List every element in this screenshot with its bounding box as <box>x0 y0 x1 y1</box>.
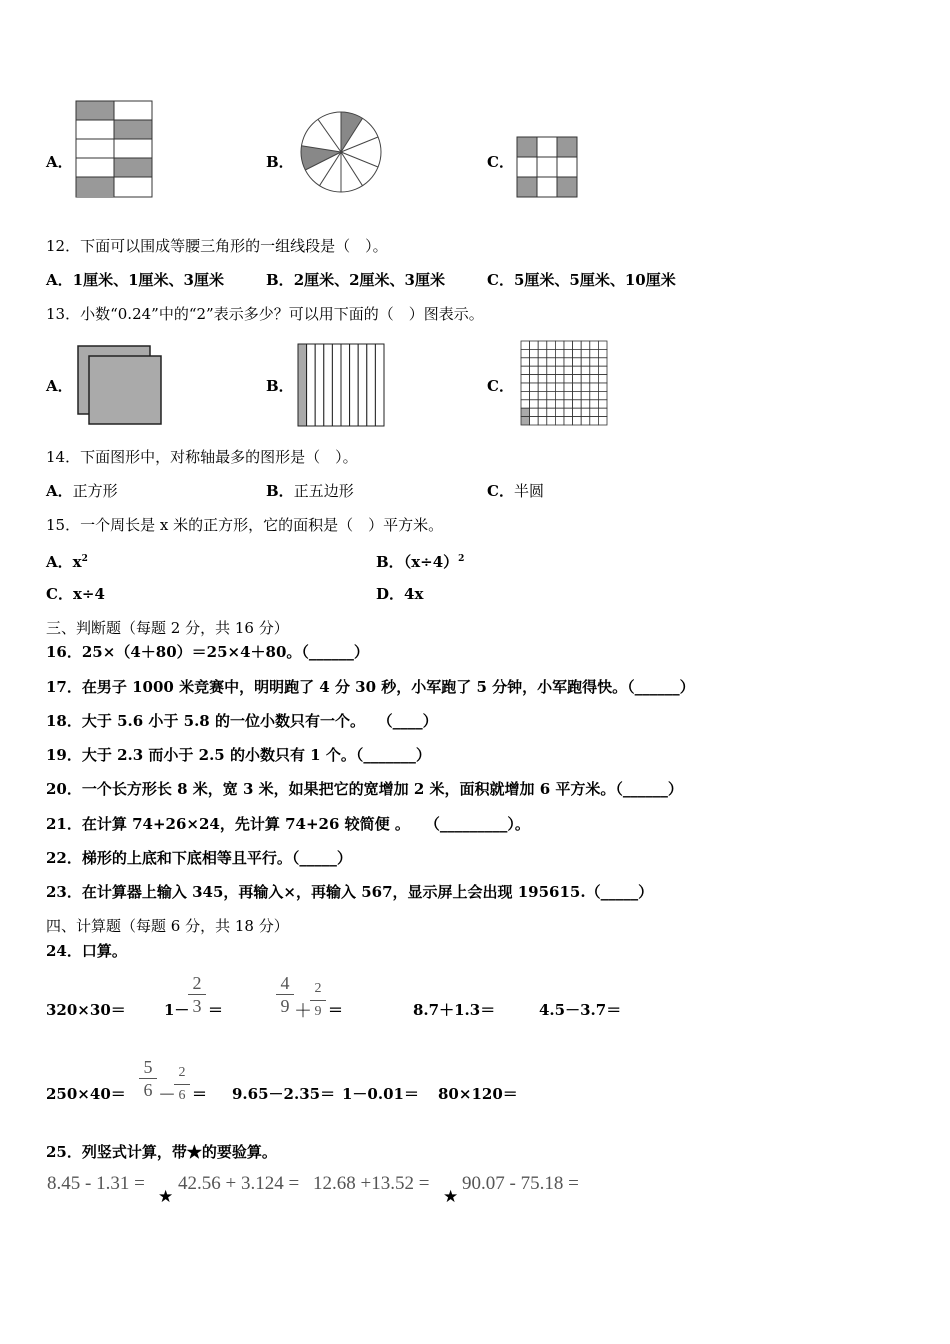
q24-r2-b-numerator1: 5 <box>143 1057 153 1077</box>
q24-r1-d: 8.7＋1.3＝ <box>413 1001 496 1019</box>
q12-option-a-label: A． <box>46 271 73 289</box>
q14-question: 14．下面图形中，对称轴最多的图形是（ ）。 <box>46 448 358 466</box>
q14-option-a-label: A． <box>46 482 73 500</box>
q15-option-c-text: x÷4 <box>72 585 105 603</box>
q24-r2-c: 9.65－2.35＝ <box>232 1085 336 1103</box>
q24-r2-b-suffix: ＝ <box>192 1085 208 1103</box>
q25-question: 25．列竖式计算，带★的要验算。 <box>46 1143 277 1161</box>
q23-statement: 23．在计算器上输入 345，再输入×，再输入 567，显示屏上会出现 195615.（_____） <box>46 883 654 901</box>
q25-item-4-star-icon: ★ <box>443 1187 459 1207</box>
q15-option-d-text: 4x <box>404 585 424 603</box>
q11-figure-c-grid <box>515 136 581 200</box>
q14-option-b[interactable] <box>266 481 354 501</box>
q14-option-c-text: 半圆 <box>513 482 544 500</box>
section4-heading: 四、计算题（每题 6 分，共 18 分） <box>46 917 289 935</box>
q13-option-b-label: B． <box>266 377 294 395</box>
q24-r1-c-operator: ＋ <box>294 1001 312 1022</box>
q24-r1-c-denominator1: 9 <box>280 996 290 1016</box>
q17-statement: 17．在男子 1000 米竞赛中，明明跑了 4 分 30 秒，小军跑了 5 分钟，小军跑得快。（______） <box>46 678 695 696</box>
q24-r2-e: 80×120＝ <box>438 1085 518 1103</box>
q25-item-2-star-icon: ★ <box>158 1187 174 1207</box>
q11-option-a-label: A． <box>46 153 73 171</box>
q12-option-c[interactable] <box>487 270 676 290</box>
q25-item-3: 12.68 +13.52 = <box>313 1173 430 1194</box>
q24-r2-b-fraction2 <box>174 1064 190 1105</box>
q24-r2-b-operator: － <box>158 1085 176 1106</box>
q11-option-c-label: C． <box>487 153 514 171</box>
q24-r1-b-suffix: ＝ <box>208 1001 224 1019</box>
q18-statement: 18．大于 5.6 小于 5.8 的一位小数只有一个。 （____） <box>46 712 438 730</box>
q11-figure-a-grid <box>74 100 156 200</box>
q12-option-b[interactable] <box>266 270 445 290</box>
q15-option-a-label: A． <box>46 553 73 571</box>
q14-option-a[interactable] <box>46 481 118 501</box>
q12-option-b-text: 2厘米、2厘米、3厘米 <box>293 271 445 289</box>
q20-statement: 20．一个长方形长 8 米，宽 3 米，如果把它的宽增加 2 米，面积就增加 6 平方米。（______） <box>46 780 683 798</box>
q15-option-b[interactable] <box>376 549 464 572</box>
q12-option-a[interactable] <box>46 270 224 290</box>
q24-r1-c-numerator1: 4 <box>280 973 290 993</box>
q24-r1-c-fraction1 <box>276 974 294 1015</box>
q24-r2-b-fraction1 <box>139 1058 157 1099</box>
q12-option-b-label: B． <box>266 271 294 289</box>
q13-figure-a-squares <box>76 344 164 428</box>
q15-option-c[interactable] <box>46 584 105 604</box>
q14-option-c-label: C． <box>487 482 514 500</box>
q13-option-a-label: A． <box>46 377 73 395</box>
q14-option-a-text: 正方形 <box>72 482 118 500</box>
q24-r1-b-numerator: 2 <box>192 973 202 993</box>
q14-option-b-label: B． <box>266 482 294 500</box>
q24-r1-b-denominator: 3 <box>192 996 202 1016</box>
q12-question: 12．下面可以围成等腰三角形的一组线段是（ ）。 <box>46 237 388 255</box>
q24-r2-d: 1－0.01＝ <box>342 1085 419 1103</box>
q24-r1-c-fraction2 <box>310 980 326 1021</box>
q15-option-d[interactable] <box>376 584 423 604</box>
q24-r1-e: 4.5－3.7＝ <box>539 1001 622 1019</box>
q13-question: 13．小数“0.24”中的“2”表示多少？可以用下面的（ ）图表示。 <box>46 305 484 323</box>
q24-r2-a: 250×40＝ <box>46 1085 126 1103</box>
q22-statement: 22．梯形的上底和下底相等且平行。（_____） <box>46 849 352 867</box>
q15-option-a-text: x <box>72 553 82 571</box>
q24-r1-b-fraction <box>188 974 206 1015</box>
q24-r2-b-numerator2: 2 <box>178 1065 186 1080</box>
q15-option-a[interactable] <box>46 549 88 572</box>
q15-option-a-sup: 2 <box>81 554 88 564</box>
q15-option-b-label: B． <box>376 553 404 571</box>
q21-statement: 21．在计算 74+26×24，先计算 74+26 较简便 。 （_________）。 <box>46 815 530 833</box>
q24-r1-a: 320×30＝ <box>46 1001 126 1019</box>
q24-r1-c-denominator2: 9 <box>314 1004 322 1019</box>
q24-r1-b-prefix: 1－ <box>164 1001 190 1019</box>
q24-question: 24．口算。 <box>46 942 127 960</box>
q14-option-b-text: 正五边形 <box>293 482 354 500</box>
q25-item-2: 42.56 + 3.124 = <box>178 1173 300 1194</box>
q15-option-b-text: （x÷4） <box>403 553 459 571</box>
q25-item-1: 8.45 - 1.31 = <box>47 1173 145 1194</box>
q25-item-4: 90.07 - 75.18 = <box>462 1173 579 1194</box>
q12-option-c-label: C． <box>487 271 514 289</box>
q11-option-b-label: B． <box>266 153 294 171</box>
q24-r2-b-denominator1: 6 <box>143 1080 153 1100</box>
q24-r1-c-numerator2: 2 <box>314 981 322 996</box>
q11-figure-b-circle <box>297 110 385 196</box>
q15-option-d-label: D． <box>376 585 405 603</box>
q15-option-c-label: C． <box>46 585 73 603</box>
q12-option-c-text: 5厘米、5厘米、10厘米 <box>513 271 676 289</box>
q24-r1-c-suffix: ＝ <box>328 1001 344 1019</box>
q24-r2-b-denominator2: 6 <box>178 1088 186 1103</box>
q15-question: 15．一个周长是 x 米的正方形，它的面积是（ ）平方米。 <box>46 516 444 534</box>
section3-heading: 三、判断题（每题 2 分，共 16 分） <box>46 619 289 637</box>
q16-statement: 16．25×（4＋80）＝25×4＋80。（______） <box>46 643 369 661</box>
q13-option-c-label: C． <box>487 377 514 395</box>
q13-figure-c-hundred-grid <box>519 339 611 429</box>
q12-option-a-text: 1厘米、1厘米、3厘米 <box>72 271 224 289</box>
q19-statement: 19．大于 2.3 而小于 2.5 的小数只有 1 个。（_______） <box>46 746 431 764</box>
q13-figure-b-strips <box>296 342 388 428</box>
q15-option-b-sup: 2 <box>458 554 465 564</box>
q14-option-c[interactable] <box>487 481 544 501</box>
